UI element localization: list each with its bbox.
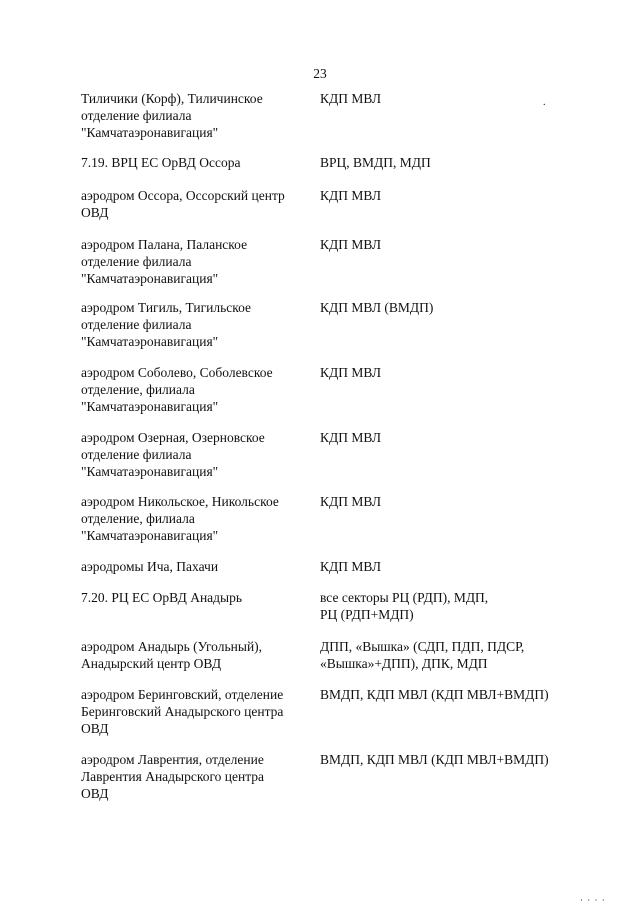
location-cell: аэродром Беринговский, отделение Беринговский Анадырского центра ОВД — [81, 687, 284, 736]
location-cell: аэродром Озерная, Озерновское отделение филиала "Камчатаэронавигация" — [81, 430, 265, 479]
unit-cell: КДП МВЛ — [320, 494, 381, 509]
unit-cell: ВМДП, КДП МВЛ (КДП МВЛ+ВМДП) — [320, 687, 549, 702]
scan-artifact: · · · · — [580, 895, 606, 905]
location-cell: аэродром Никольское, Никольское отделение, филиала "Камчатаэронавигация" — [81, 494, 279, 543]
unit-cell: КДП МВЛ — [320, 91, 381, 106]
location-cell: аэродром Соболево, Соболевское отделение, филиала "Камчатаэронавигация" — [81, 365, 273, 414]
location-cell: аэродром Оссора, Оссорский центр ОВД — [81, 188, 285, 220]
unit-cell: все секторы РЦ (РДП), МДП, РЦ (РДП+МДП) — [320, 590, 489, 622]
section-heading: 7.20. РЦ ЕС ОрВД Анадырь — [81, 590, 243, 605]
unit-cell: КДП МВЛ (ВМДП) — [320, 300, 434, 315]
page-number: 23 — [313, 66, 327, 81]
unit-cell: КДП МВЛ — [320, 188, 381, 203]
unit-cell: КДП МВЛ — [320, 237, 381, 252]
unit-cell: ДПП, «Вышка» (СДП, ПДП, ПДСР, «Вышка»+ДПП), ДПК, МДП — [320, 639, 525, 671]
location-cell: Тиличики (Корф), Тиличинское отделение филиала "Камчатаэронавигация" — [81, 91, 263, 140]
location-cell: аэродром Анадырь (Угольный), Анадырский центр ОВД — [81, 639, 263, 671]
unit-cell: КДП МВЛ — [320, 430, 381, 445]
unit-cell: КДП МВЛ — [320, 365, 381, 380]
unit-cell: КДП МВЛ — [320, 559, 381, 574]
unit-cell: ВМДП, КДП МВЛ (КДП МВЛ+ВМДП) — [320, 752, 549, 767]
location-cell: аэродром Лаврентия, отделение Лаврентия Анадырского центра ОВД — [81, 752, 265, 801]
location-cell: аэродром Тигиль, Тигильское отделение филиала "Камчатаэронавигация" — [81, 300, 252, 349]
location-cell: аэродромы Ича, Пахачи — [81, 559, 219, 574]
scan-speck: . — [543, 97, 546, 108]
section-heading: 7.19. ВРЦ ЕС ОрВД Оссора — [81, 155, 241, 170]
location-cell: аэродром Палана, Паланское отделение филиала "Камчатаэронавигация" — [81, 237, 248, 286]
unit-cell: ВРЦ, ВМДП, МДП — [320, 155, 431, 170]
